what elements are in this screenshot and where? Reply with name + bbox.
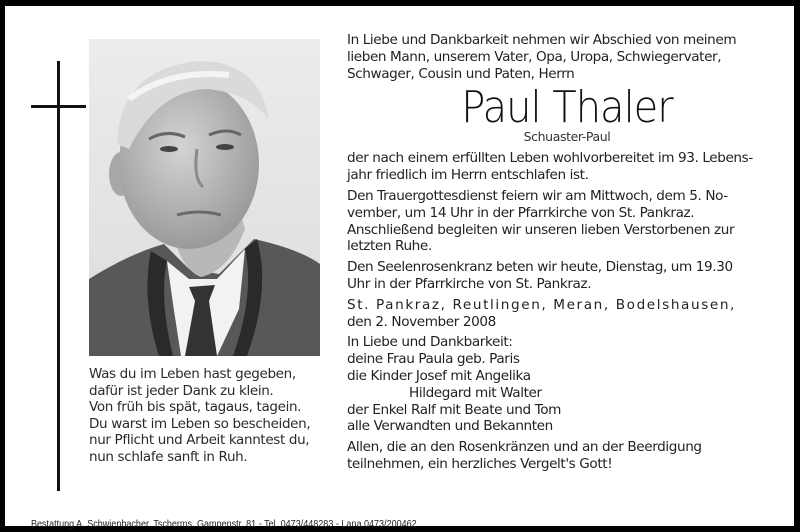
- thanks-paragraph: [347, 439, 787, 473]
- funeral-home-footer: Bestattung A. Schwienbacher, Tscherms, Gampenstr. 81 - Tel. 0473/448283 - Lana 0473/200462: [31, 518, 417, 530]
- rosary-paragraph: [347, 259, 787, 293]
- text-line: Den Seelenrosenkranz beten wir heute, Dienstag, um 19.30: [347, 259, 733, 276]
- text-line: teilnehmen, ein herzliches Vergelt's Gott!: [347, 455, 613, 472]
- death-paragraph: [347, 150, 787, 184]
- intro-paragraph: [347, 32, 787, 82]
- poem-line: dafür ist jeder Dank zu klein.: [89, 382, 274, 399]
- text-line: letzten Ruhe.: [347, 238, 432, 255]
- mourner-line: die Kinder Josef mit Angelika: [347, 367, 531, 384]
- poem-line: nun schlafe sanft in Ruh.: [89, 448, 248, 465]
- mourner-line: deine Frau Paula geb. Paris: [347, 351, 520, 368]
- poem-line: Du warst im Leben so bescheiden,: [89, 415, 311, 432]
- text-line: Anschließend begleiten wir unseren lieben Verstorbenen zur: [347, 221, 735, 238]
- memorial-poem: [89, 366, 349, 466]
- poem-line: nur Pflicht und Arbeit kanntest du,: [89, 432, 310, 449]
- text-line: jahr friedlich im Herrn entschlafen ist.: [347, 167, 589, 184]
- poem-line: Von früh bis spät, tagaus, tagein.: [89, 399, 302, 416]
- obituary-notice: [5, 6, 794, 530]
- intro-line: In Liebe und Dankbarkeit nehmen wir Abschied von meinem: [347, 32, 737, 48]
- deceased-nickname: Schuaster-Paul: [523, 129, 611, 145]
- mourner-line: alle Verwandten und Bekannten: [347, 418, 553, 435]
- intro-line: Schwager, Cousin und Paten, Herrn: [347, 65, 575, 82]
- text-line: vember, um 14 Uhr in der Pfarrkirche von St. Pankraz.: [347, 204, 695, 221]
- funeral-paragraph: [347, 188, 787, 255]
- text-line: Allen, die an den Rosenkränzen und an der Beerdigung: [347, 439, 702, 456]
- mourner-line: der Enkel Ralf mit Beate und Tom: [347, 401, 561, 418]
- notice-text-column: [347, 32, 787, 477]
- intro-line: lieben Mann, unserem Vater, Opa, Uropa, Schwiegervater,: [347, 48, 722, 65]
- mourners-heading: In Liebe und Dankbarkeit:: [347, 334, 513, 351]
- poem-line: Was du im Leben hast gegeben,: [89, 366, 296, 382]
- places-line: St. Pankraz, Reutlingen, Meran, Bodelshausen,: [347, 296, 736, 313]
- deceased-name: Paul Thaler: [461, 83, 673, 134]
- mourner-line: Hildegard mit Walter: [409, 384, 542, 401]
- text-line: Den Trauergottesdienst feiern wir am Mittwoch, dem 5. No-: [347, 187, 728, 204]
- portrait-photo: [89, 39, 320, 356]
- date-line: den 2. November 2008: [347, 313, 496, 330]
- place-date: [347, 297, 787, 331]
- cross-icon: [57, 61, 60, 491]
- text-line: Uhr in der Pfarrkirche von St. Pankraz.: [347, 275, 592, 292]
- cross-icon-bar: [31, 105, 86, 108]
- mourners-list: [347, 334, 787, 435]
- text-line: der nach einem erfüllten Leben wohlvorbereitet im 93. Lebens-: [347, 150, 753, 167]
